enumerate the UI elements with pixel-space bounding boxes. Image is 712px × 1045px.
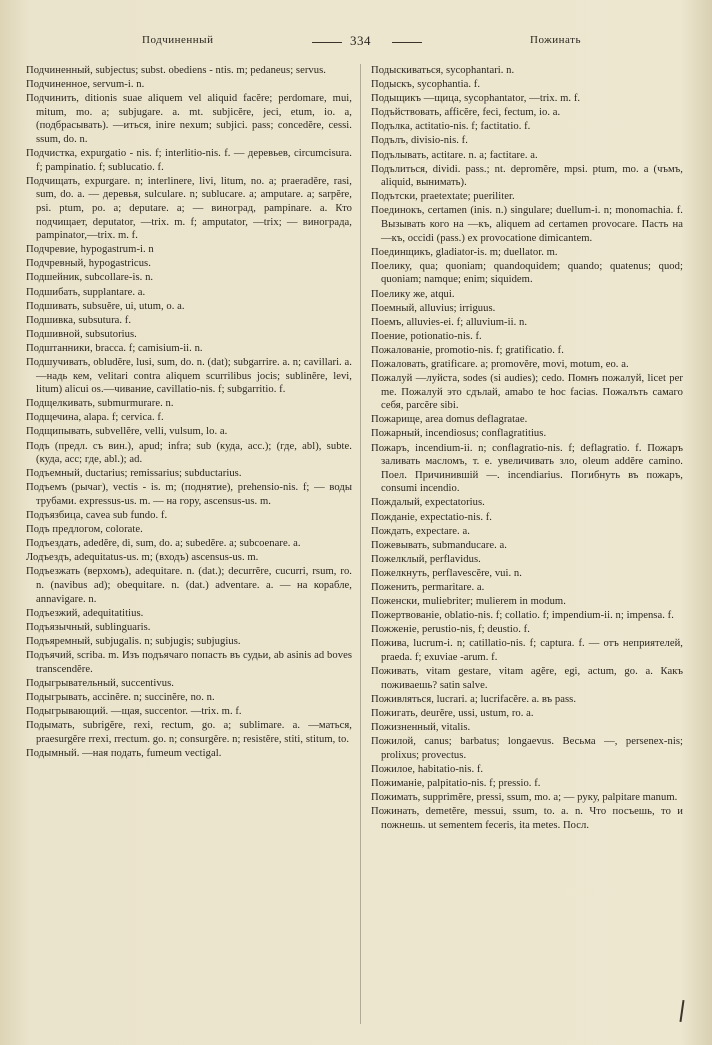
dictionary-entry: Пождать, expectare. a.	[371, 525, 470, 537]
dictionary-entry: Лодъездъ, adequitatus-us. m; (входъ) ascensus-us. m.	[26, 552, 259, 564]
dictionary-entry: Подълывать, actitare. n. a; factitare. a.	[371, 149, 538, 161]
dictionary-entry: Подъ предлогом, colorate.	[26, 524, 143, 536]
dictionary-entry: Подътски, praetextate; pueriliter.	[371, 191, 515, 203]
dictionary-entry: Подъемный, ductarius; remissarius; subductarius.	[26, 468, 242, 480]
dictionary-entry: Пожалованіе, promotio-nis. f; gratificatio. f.	[371, 344, 564, 356]
header-rule-left	[312, 42, 342, 43]
dictionary-entry: Пожертвованіе, oblatio-nis. f; collatio. f; impendium-ii. n; impensa. f.	[371, 610, 674, 622]
dictionary-entry: Подыщикъ —щица, sycophantator, —trix. m. f.	[371, 93, 581, 105]
dictionary-entry: Подълиться, dividi. pass.; nt. depromĕre, mpsi. ptum, mo. a (чъмъ, aliquid, вынимать).	[371, 163, 683, 189]
dictionary-entry: Пожизненный, vitalis.	[371, 721, 471, 733]
dictionary-entry: Подщипывать, subvellĕre, velli, vulsum, lo. a.	[26, 426, 228, 438]
dictionary-entry: Подчинить, ditionis suae aliquem vel aliquid facĕre; perdomare, mui, mitum, mo. a; subjugare. a. mt. subjicĕre, jeci, etum, io. a, (подбрасывать). —иться, inire nexum; subjici. pass; concedĕre, cessi. ssum, do. n.	[26, 93, 352, 145]
dictionary-entry: Подчревие, hypogastrum-i. n	[26, 244, 154, 256]
dictionary-entry: Подшучивать, obludĕre, lusi, sum, do. n. (dat); subgarrire. a. n; cavillari. a. —надь кем, velitari contra aliquem scurrilibus jocis; sublinĕre, levi, litum) alicui os.—чивание, cavillatio-nis. f; subgarritio. f.	[26, 356, 352, 396]
dictionary-entry: Подчиненный, subjectus; subst. obediens - ntis. m; pedaneus; servus.	[26, 65, 326, 76]
dictionary-entry: Пожилой, canus; barbatus; longaevus. Весьма —, persenex-nis; prolixus; provectus.	[371, 736, 683, 761]
dictionary-entry: Подшейник, subcollare-is. n.	[26, 272, 154, 284]
dictionary-entry: Подыгрывающий. —щая, succentor. —trix. m. f.	[26, 705, 242, 717]
dictionary-entry: Подъездать, adedĕre, di, sum, do. a; subedĕre. a; subcoenare. a.	[26, 538, 301, 550]
dictionary-entry: Поединокъ, certamen (inis. n.) singulare; duellum-i. n; monomachia. f. Вызывать кого на —къ, aliquem ad certamen provocare. Пасть на —къ, occidi (pass.) ex provocatione dimicantem.	[371, 205, 683, 244]
dictionary-entry: Подъезжать (верхомъ), adequitare. n. (dat.); decurrĕre, cucurri, rsum, ro. n. (navibus ad); obequitare. n. (dat.) adventare. a. — на корабле, annavigare. n.	[26, 566, 352, 605]
dictionary-entry: Подъяремный, subjugalis. n; subjugis; subjugius.	[26, 635, 241, 647]
dictionary-entry: Подъ (предл. съ вин.), apud; infra; sub (куда, acc.); (где, abl), subte. (куда, acc; где, abl.); ad.	[26, 440, 352, 466]
dictionary-entry: Пожаръ, incendium-ii. n; conflagratio-nis. f; deflagratio. f. Пожаръ заливать масломъ, т. е. увеличивать зло, oleum addĕre camino. Поел. Причинившій —. incendiarius. Погибнуть въ пожаръ, consumi incendio.	[371, 442, 683, 495]
dictionary-entry: Подъязбица, cavea sub fundo. f.	[26, 510, 168, 521]
dictionary-entry: Пожарный, incendiosus; conflagratitius.	[371, 428, 547, 440]
dictionary-entry: Подщечина, alapa. f; cervica. f.	[26, 412, 164, 424]
dictionary-entry: Подымать, subrigĕre, rexi, rectum, go. a; sublimare. a. —маться, praesurgĕre rrexi, rrectum. go. n; consurgĕre. n; resistĕre, stiti, stitum, to.	[26, 719, 352, 745]
dictionary-entry: Подчревный, hypogastricus.	[26, 258, 151, 270]
dictionary-entry: Пожинать, demetĕre, messui, ssum, to. a. n. Что посъешь, то и пожнешь. ut sementem feceris, ita metes. Посл.	[371, 805, 683, 831]
dictionary-entry: Подыгрывательный, succentivus.	[26, 677, 174, 689]
dictionary-entry: Пожженіе, perustio-nis, f; deustio. f.	[371, 624, 530, 636]
header-right-guide-word: Пожинать	[530, 34, 581, 46]
dictionary-entry: Пожданіе, expectatio-nis. f.	[371, 511, 492, 523]
dictionary-entry: Поелику, qua; quoniam; quandoquidem; quando; quatenus; quod; quoniam; namque; enim; siquidem.	[371, 260, 683, 286]
margin-pencil-mark	[679, 1000, 684, 1022]
dictionary-entry: Подчиненное, servum-i. n.	[26, 79, 145, 91]
dictionary-entry: Подъячий, scriba. m. Изъ подъячаго попасть въ судьи, ab asinis ad boves transcendĕre.	[26, 649, 352, 675]
dictionary-entry: Подшивной, subsutorius.	[26, 328, 137, 340]
dictionary-entry: Подъезжий, adequitatitius.	[26, 607, 144, 619]
dictionary-entry: Поемный, alluvius; irriguus.	[371, 302, 496, 314]
dictionary-entry: Поженить, permaritare. a.	[371, 581, 485, 593]
dictionary-entry: Пожевывать, submanducare. a.	[371, 539, 507, 551]
dictionary-entry: Подыскъ, sycophantia. f.	[371, 79, 481, 91]
page-number: 334	[350, 33, 371, 48]
dictionary-entry: Подъйствовать, afficĕre, feci, fectum, io. a.	[371, 107, 561, 119]
dictionary-entry: Подъемъ (рычаг), vectis - is. m; (поднятие), prehensio-nis. f; — воды трубами. expressus-us. m. — на гору, ascensus-us. m.	[26, 482, 352, 507]
page-header	[20, 30, 692, 52]
dictionary-entry: Пожигать, deurĕre, ussi, ustum, ro. a.	[371, 707, 534, 719]
dictionary-entry: Поживать, vitam gestare, vitam agĕre, egi, actum, go. a. Какъ поживаешь? satin salve.	[371, 666, 683, 691]
dictionary-entry: Поединщикъ, gladiator-is. m; duellator. m.	[371, 246, 558, 258]
dictionary-entry: Пождалый, expectatorius.	[371, 497, 485, 509]
dictionary-entry: Подшивка, subsutura. f.	[26, 314, 132, 326]
dictionary-entry: Пожарище, area domus deflagratae.	[371, 414, 528, 426]
dictionary-entry: Подчистка, expurgatio - nis. f; interlitio-nis. f. — деревьев, circumcisura. f; pampinatio. f; sublucatio. f.	[26, 148, 352, 173]
dictionary-entry: Пожиманіе, palpitatio-nis. f; pressio. f.	[371, 777, 541, 789]
header-rule-right	[392, 42, 422, 43]
dictionary-entry: Поение, potionatio-nis. f.	[371, 330, 482, 342]
header-left-guide-word: Подчиненный	[142, 34, 214, 46]
dictionary-entry: Подълка, actitatio-nis. f; factitatio. f.	[371, 121, 531, 133]
dictionary-entry: Подъязычный, sublinguaris.	[26, 621, 151, 633]
left-column	[26, 64, 352, 761]
dictionary-entry: Пожимать, supprimĕre, pressi, ssum, mo. a; — руку, palpitare manum.	[371, 791, 678, 803]
dictionary-entry: Подълъ, divisio-nis. f.	[371, 135, 468, 147]
dictionary-entry: Пожива, lucrum-i. n; catillatio-nis. f; captura. f. — отъ неприятелей, praeda. f; exuviae -arum. f.	[371, 638, 683, 663]
dictionary-entry: Пожелкнуть, perflavescĕre, vui. n.	[371, 567, 522, 579]
dictionary-entry: Подыгрывать, accinĕre. n; succinĕre, no. n.	[26, 691, 215, 703]
dictionary-entry: Пожаловать, gratificare. a; promovĕre, movi, motum, ео. а.	[371, 358, 629, 370]
dictionary-entry: Пожилое, habitatio-nis. f.	[371, 763, 484, 775]
dictionary-entry: Подчищать, expurgare. n; interlinere, livi, litum, no. a; praeradĕre, rasi, sum, do. a. — деревья, sulculare. n; sublucare. a; amputare. a; sarpĕre, psi. ptum, po. a; deputare. a; — виноград, pampinare. a. Кто подчищает, deputator, —trix. m. f; amputator, —trix; — винограда, pampinator,—trix. m. f.	[26, 175, 352, 242]
dictionary-entry: Поживляться, lucrari. a; lucrifacĕre. a. въ pass.	[371, 693, 577, 705]
dictionary-entry: Пожелклый, perflavidus.	[371, 553, 481, 565]
column-divider	[360, 64, 361, 1024]
dictionary-entry: Подымный. —ная подать, fumeum vectigal.	[26, 747, 222, 759]
dictionary-entry: Поемъ, alluvies-ei. f; alluvium-ii. n.	[371, 316, 528, 328]
dictionary-entry: Поелику же, atqui.	[371, 288, 455, 300]
dictionary-entry: Поженски, muliebriter; mulierem in modum.	[371, 596, 566, 608]
dictionary-entry: Подыскиваться, sycophantari. n.	[371, 65, 515, 76]
right-column	[371, 64, 683, 833]
dictionary-entry: Подшибать, supplantare. a.	[26, 286, 146, 298]
dictionary-entry: Подштанники, bracca. f; camisium-ii. n.	[26, 342, 203, 354]
dictionary-entry: Подшивать, subsuĕre, ui, utum, o. a.	[26, 300, 185, 312]
dictionary-entry: Подщелкивать, submurmurare. n.	[26, 398, 174, 410]
dictionary-entry: Пожалуй —луйста, sodes (si audies); cedo. Помнъ пожалуй, licet per me. Пожалуй это сдълай, amabo te hoc facias. Пожалъть самаго себя, parcĕre sibi.	[371, 373, 683, 412]
